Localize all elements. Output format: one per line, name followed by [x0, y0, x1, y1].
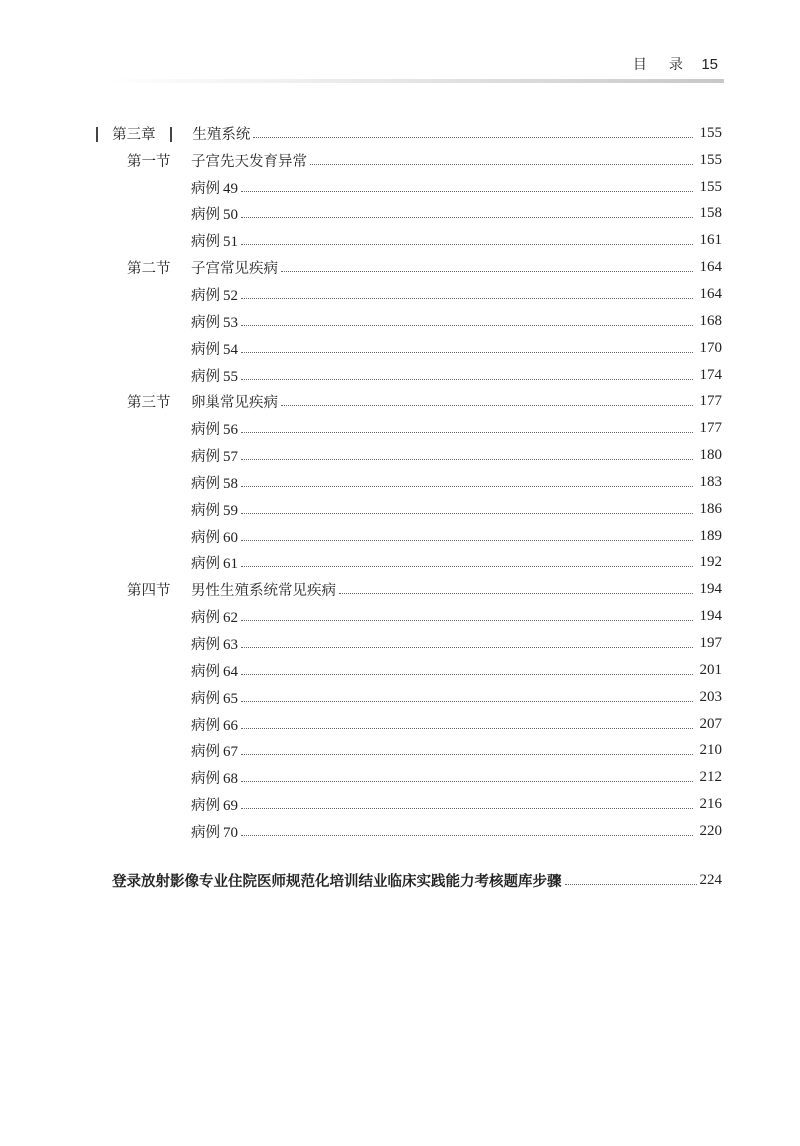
final-title: 登录放射影像专业住院医师规范化培训结业临床实践能力考核题库步骤 — [112, 874, 562, 890]
entry-page: 170 — [699, 339, 722, 356]
section-title: 子宫常见疾病 — [191, 261, 278, 278]
leader-dots — [241, 674, 693, 675]
case-number: 70 — [223, 824, 238, 841]
leader-dots — [565, 884, 697, 885]
case-entry[interactable] — [0, 550, 800, 577]
case-entry[interactable] — [0, 711, 800, 738]
section-entry[interactable] — [0, 389, 800, 416]
entry-page: 177 — [699, 393, 722, 410]
case-label: 病例 — [191, 234, 220, 251]
leader-dots — [281, 271, 693, 272]
leader-dots — [241, 486, 693, 487]
case-number: 51 — [223, 234, 238, 251]
entry-page: 201 — [699, 661, 722, 678]
case-label: 病例 — [191, 824, 220, 841]
case-entry[interactable] — [0, 362, 800, 389]
leader-dots — [339, 593, 693, 594]
leader-dots — [241, 432, 693, 433]
case-label: 病例 — [191, 368, 220, 385]
case-number: 66 — [223, 717, 238, 734]
case-number: 67 — [223, 744, 238, 761]
case-label: 病例 — [191, 637, 220, 654]
case-label: 病例 — [191, 556, 220, 573]
case-entry[interactable] — [0, 201, 800, 228]
entry-page: 161 — [699, 232, 722, 249]
chapter-bar-right — [170, 127, 172, 142]
leader-dots — [253, 137, 693, 138]
case-entry[interactable] — [0, 496, 800, 523]
entry-page: 194 — [699, 581, 722, 598]
section-entry[interactable] — [0, 147, 800, 174]
entry-page: 177 — [699, 420, 722, 437]
case-label: 病例 — [191, 475, 220, 492]
section-title: 男性生殖系统常见疾病 — [191, 583, 336, 600]
case-number: 56 — [223, 422, 238, 439]
case-entry[interactable] — [0, 603, 800, 630]
leader-dots — [241, 754, 693, 755]
case-number: 54 — [223, 341, 238, 358]
case-label: 病例 — [191, 663, 220, 680]
leader-dots — [281, 405, 693, 406]
leader-dots — [241, 217, 693, 218]
entry-page: 155 — [699, 151, 722, 168]
case-label: 病例 — [191, 449, 220, 466]
case-number: 60 — [223, 529, 238, 546]
entry-page: 210 — [699, 742, 722, 759]
case-entry[interactable] — [0, 818, 800, 845]
section-label: 第三节 — [127, 395, 171, 412]
case-number: 52 — [223, 287, 238, 304]
chapter-title: 生殖系统 — [192, 126, 251, 143]
leader-dots — [241, 244, 693, 245]
section-label: 第四节 — [127, 583, 171, 600]
entry-page: 183 — [699, 473, 722, 490]
case-label: 病例 — [191, 502, 220, 519]
case-entry[interactable] — [0, 630, 800, 657]
leader-dots — [241, 808, 693, 809]
case-entry[interactable] — [0, 227, 800, 254]
case-entry[interactable] — [0, 415, 800, 442]
header-title: 目录 — [632, 57, 705, 73]
entry-page: 207 — [699, 715, 722, 732]
case-entry[interactable] — [0, 281, 800, 308]
case-entry[interactable] — [0, 442, 800, 469]
case-label: 病例 — [191, 529, 220, 546]
case-label: 病例 — [191, 744, 220, 761]
leader-dots — [241, 540, 693, 541]
entry-page: 174 — [699, 366, 722, 383]
case-label: 病例 — [191, 287, 220, 304]
case-entry[interactable] — [0, 657, 800, 684]
case-label: 病例 — [191, 341, 220, 358]
entry-page: 155 — [699, 178, 722, 195]
section-label: 第一节 — [127, 153, 171, 170]
leader-dots — [241, 352, 693, 353]
case-entry[interactable] — [0, 335, 800, 362]
leader-dots — [241, 379, 693, 380]
entry-page: 203 — [699, 688, 722, 705]
case-entry[interactable] — [0, 738, 800, 765]
leader-dots — [241, 566, 693, 567]
leader-dots — [241, 191, 693, 192]
case-number: 65 — [223, 690, 238, 707]
case-number: 62 — [223, 610, 238, 627]
chapter-label: 第三章 — [112, 126, 156, 143]
case-number: 53 — [223, 314, 238, 331]
leader-dots — [241, 298, 693, 299]
case-number: 55 — [223, 368, 238, 385]
entry-page: 180 — [699, 447, 722, 464]
case-number: 68 — [223, 771, 238, 788]
case-number: 58 — [223, 475, 238, 492]
case-number: 57 — [223, 449, 238, 466]
case-label: 病例 — [191, 207, 220, 224]
case-label: 病例 — [191, 422, 220, 439]
leader-dots — [310, 164, 693, 165]
case-number: 59 — [223, 502, 238, 519]
entry-page: 168 — [699, 312, 722, 329]
case-label: 病例 — [191, 717, 220, 734]
chapter-bar-left — [96, 127, 98, 142]
case-number: 49 — [223, 180, 238, 197]
entry-page: 194 — [699, 608, 722, 625]
case-entry[interactable] — [0, 523, 800, 550]
header-page-number: 15 — [701, 56, 718, 73]
case-label: 病例 — [191, 771, 220, 788]
leader-dots — [241, 620, 693, 621]
entry-page: 164 — [699, 259, 722, 276]
case-entry[interactable] — [0, 308, 800, 335]
section-title: 子宫先天发育异常 — [191, 153, 307, 170]
case-entry[interactable] — [0, 469, 800, 496]
entry-page: 189 — [699, 527, 722, 544]
leader-dots — [241, 728, 693, 729]
chapter-page: 155 — [699, 124, 722, 141]
section-entry[interactable] — [0, 576, 800, 603]
page-header — [633, 54, 718, 74]
case-number: 61 — [223, 556, 238, 573]
case-entry[interactable] — [0, 764, 800, 791]
chapter-entry[interactable] — [0, 120, 800, 147]
case-entry[interactable] — [0, 791, 800, 818]
header-rule — [104, 79, 724, 83]
leader-dots — [241, 513, 693, 514]
leader-dots — [241, 647, 693, 648]
case-label: 病例 — [191, 690, 220, 707]
case-entry[interactable] — [0, 684, 800, 711]
entry-page: 164 — [699, 285, 722, 302]
case-number: 50 — [223, 207, 238, 224]
case-label: 病例 — [191, 798, 220, 815]
case-number: 64 — [223, 663, 238, 680]
case-number: 63 — [223, 637, 238, 654]
case-label: 病例 — [191, 180, 220, 197]
section-label: 第二节 — [127, 261, 171, 278]
case-label: 病例 — [191, 314, 220, 331]
leader-dots — [241, 325, 693, 326]
section-title: 卵巢常见疾病 — [191, 395, 278, 412]
entry-page: 197 — [699, 635, 722, 652]
entry-page: 192 — [699, 554, 722, 571]
entry-page: 186 — [699, 500, 722, 517]
case-number: 69 — [223, 798, 238, 815]
section-entry[interactable] — [0, 254, 800, 281]
final-entry[interactable] — [112, 870, 722, 891]
leader-dots — [241, 835, 693, 836]
leader-dots — [241, 459, 693, 460]
case-entry[interactable] — [0, 174, 800, 201]
entry-page: 216 — [699, 796, 722, 813]
leader-dots — [241, 701, 693, 702]
entry-page: 212 — [699, 769, 722, 786]
entry-page: 220 — [699, 822, 722, 839]
case-label: 病例 — [191, 610, 220, 627]
entry-page: 158 — [699, 205, 722, 222]
final-page: 224 — [699, 872, 722, 888]
leader-dots — [241, 781, 693, 782]
